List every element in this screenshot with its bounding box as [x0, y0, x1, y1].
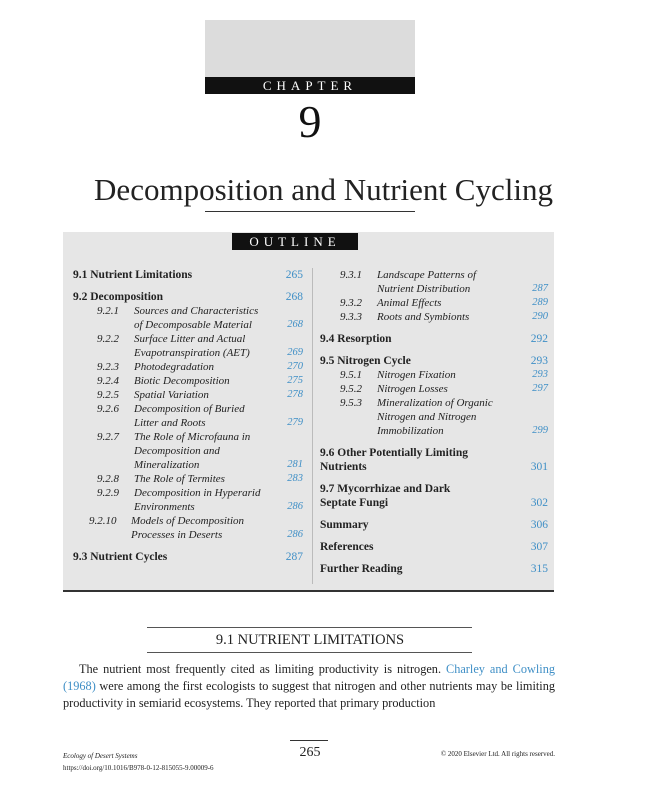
outline-entry-title: Photodegradation: [134, 361, 215, 373]
outline-entry-title: 9.2 Decomposition: [73, 291, 164, 303]
outline-entry[interactable]: [73, 290, 303, 304]
outline-entry-title: Spatial Variation: [134, 389, 209, 401]
outline-entry[interactable]: [73, 472, 303, 486]
outline-entry-page[interactable]: 293: [532, 369, 548, 380]
outline-entry-title: References: [320, 541, 374, 553]
citation-link[interactable]: Charley and Cowling (1968): [63, 662, 555, 693]
chapter-number: 9: [298, 96, 322, 147]
outline-entry-title: Biotic Decomposition: [134, 375, 230, 387]
outline-entry-page[interactable]: 269: [287, 347, 303, 358]
outline-entry-page[interactable]: 292: [530, 333, 548, 345]
footer-rule: [290, 740, 328, 741]
outline-entry[interactable]: [320, 446, 548, 474]
outline-right-column: [320, 268, 548, 576]
outline-entry-page[interactable]: 281: [287, 459, 303, 470]
outline-entry-number: 9.3.3: [340, 311, 362, 323]
outline-entry[interactable]: [320, 332, 548, 346]
outline-entry-number: 9.2.9: [97, 487, 119, 499]
outline-entry-number: 9.2.10: [89, 515, 117, 527]
outline-entry-number: 9.3.1: [340, 269, 362, 281]
outline-entry-page[interactable]: 307: [530, 541, 548, 553]
outline-entry-page[interactable]: 287: [285, 551, 303, 563]
outline-entry-title: Sources and Characteristics of Decomposable Material: [134, 305, 259, 331]
outline-label: OUTLINE: [232, 233, 358, 250]
outline-entry-page[interactable]: 283: [287, 473, 303, 484]
outline-entry-title: 9.1 Nutrient Limitations: [73, 269, 193, 281]
outline-entry-page[interactable]: 287: [532, 283, 548, 294]
outline-entry[interactable]: [320, 518, 548, 532]
outline-entry[interactable]: [320, 562, 548, 576]
outline-left-column: [73, 268, 303, 564]
outline-entry-title: Nitrogen Fixation: [377, 369, 456, 381]
outline-entry-title: Mineralization of Organic Nitrogen and Nitrogen Immobilization: [377, 397, 493, 437]
outline-entry[interactable]: [73, 268, 303, 282]
outline-entry[interactable]: [73, 374, 303, 388]
outline-entry-page[interactable]: 279: [287, 417, 303, 428]
page-number: 265: [299, 745, 321, 760]
outline-entry-page[interactable]: 301: [530, 461, 548, 473]
outline-entry-page[interactable]: 290: [532, 311, 548, 322]
outline-entry[interactable]: [320, 310, 548, 324]
outline-entry-page[interactable]: 302: [530, 497, 548, 509]
body-text-end: were among the first ecologists to suggest that nitrogen and other nutrients may be limiting productivity in semiarid ecosystems. They reported that primary production: [63, 679, 555, 710]
section-heading: 9.1 NUTRIENT LIMITATIONS: [215, 632, 405, 648]
outline-entry-number: 9.2.4: [97, 375, 119, 387]
outline-entry-page[interactable]: 293: [530, 355, 548, 367]
outline-entry-number: 9.5.2: [340, 383, 362, 395]
outline-entry-number: 9.2.2: [97, 333, 119, 345]
outline-entry[interactable]: [320, 396, 548, 438]
outline-entry-title: Landscape Patterns of Nutrient Distribution: [377, 269, 476, 295]
outline-entry-number: 9.5.3: [340, 397, 362, 409]
footer-copyright: © 2020 Elsevier Ltd. All rights reserved.: [440, 750, 555, 758]
outline-entry-page[interactable]: 268: [287, 319, 303, 330]
outline-entry-number: 9.2.7: [97, 431, 119, 443]
chapter-title: Decomposition and Nutrient Cycling: [94, 172, 553, 207]
outline-entry-page[interactable]: 275: [287, 375, 303, 386]
outline-entry-title: 9.5 Nitrogen Cycle: [320, 355, 411, 367]
outline-entry-number: 9.2.1: [97, 305, 119, 317]
outline-entry-title: Summary: [320, 519, 369, 531]
outline-entry-title: 9.3 Nutrient Cycles: [73, 551, 168, 563]
outline-entry-title: Nitrogen Losses: [377, 383, 448, 395]
outline-entry-title: 9.7 Mycorrhizae and Dark Septate Fungi: [320, 483, 451, 509]
outline-entry[interactable]: [320, 482, 548, 510]
outline-entry-title: Decomposition in Hyperarid Environments: [134, 487, 261, 513]
footer-source: [63, 750, 214, 774]
outline-entry-page[interactable]: 278: [287, 389, 303, 400]
outline-entry-page[interactable]: 289: [532, 297, 548, 308]
outline-entry-title: 9.6 Other Potentially Limiting Nutrients: [320, 447, 469, 473]
outline-entry-page[interactable]: 315: [530, 563, 548, 575]
outline-entry-page[interactable]: 265: [285, 269, 303, 281]
outline-entry-title: Further Reading: [320, 563, 403, 575]
body-text-start: The nutrient most frequently cited as limiting productivity is nitrogen.: [79, 662, 446, 676]
outline-entry[interactable]: [73, 360, 303, 374]
body-paragraph: [63, 661, 555, 712]
outline-entry[interactable]: [73, 430, 303, 472]
outline-entry-title: 9.4 Resorption: [320, 333, 392, 345]
outline-entry[interactable]: [73, 550, 303, 564]
outline-entry-page[interactable]: 286: [287, 501, 303, 512]
outline-entry[interactable]: [73, 486, 303, 514]
outline-entry[interactable]: [320, 354, 548, 368]
outline-entry-title: Decomposition of Buried Litter and Roots: [134, 403, 245, 429]
outline-entry-title: Models of Decomposition Processes in Deserts: [131, 515, 245, 541]
outline-entry-title: The Role of Termites: [134, 473, 225, 485]
section-rule-top: [147, 627, 472, 628]
outline-entry[interactable]: [320, 296, 548, 310]
outline-entry-title: The Role of Microfauna in Decomposition and Mineralization: [134, 431, 251, 471]
outline-entry-page[interactable]: 268: [285, 291, 303, 303]
outline-entry-number: 9.2.5: [97, 389, 119, 401]
outline-entry[interactable]: [320, 540, 548, 554]
outline-entry-number: 9.2.6: [97, 403, 119, 415]
footer-book-title: Ecology of Desert Systems: [63, 752, 138, 760]
outline-entry-number: 9.2.8: [97, 473, 119, 485]
outline-entry-number: 9.5.1: [340, 369, 362, 381]
outline-entry-title: Roots and Symbionts: [377, 311, 470, 323]
outline-entry-title: Surface Litter and Actual Evapotranspiration (AET): [134, 333, 250, 359]
outline-entry[interactable]: [73, 388, 303, 402]
outline-entry[interactable]: [73, 514, 303, 542]
outline-divider: [312, 268, 313, 584]
outline-entry-page[interactable]: 297: [532, 383, 548, 394]
footer-doi-link[interactable]: https://doi.org/10.1016/B978-0-12-815055-9.00009-6: [63, 764, 214, 772]
outline-bottom-rule: [63, 590, 554, 592]
chapter-label: CHAPTER: [205, 77, 415, 94]
outline-entry[interactable]: [73, 332, 303, 360]
outline-entry[interactable]: [320, 268, 548, 296]
outline-entry-page[interactable]: 299: [532, 425, 548, 436]
outline-entry-page[interactable]: 306: [530, 519, 548, 531]
outline-entry-number: 9.2.3: [97, 361, 119, 373]
outline-entry[interactable]: [320, 368, 548, 382]
section-rule-bottom: [147, 652, 472, 653]
outline-entry[interactable]: [320, 382, 548, 396]
outline-entry[interactable]: [73, 304, 303, 332]
title-rule: [205, 211, 415, 212]
outline-entry[interactable]: [73, 402, 303, 430]
outline-entry-page[interactable]: 286: [287, 529, 303, 540]
outline-entry-page[interactable]: 270: [287, 361, 303, 372]
outline-entry-title: Animal Effects: [377, 297, 442, 309]
outline-entry-number: 9.3.2: [340, 297, 362, 309]
